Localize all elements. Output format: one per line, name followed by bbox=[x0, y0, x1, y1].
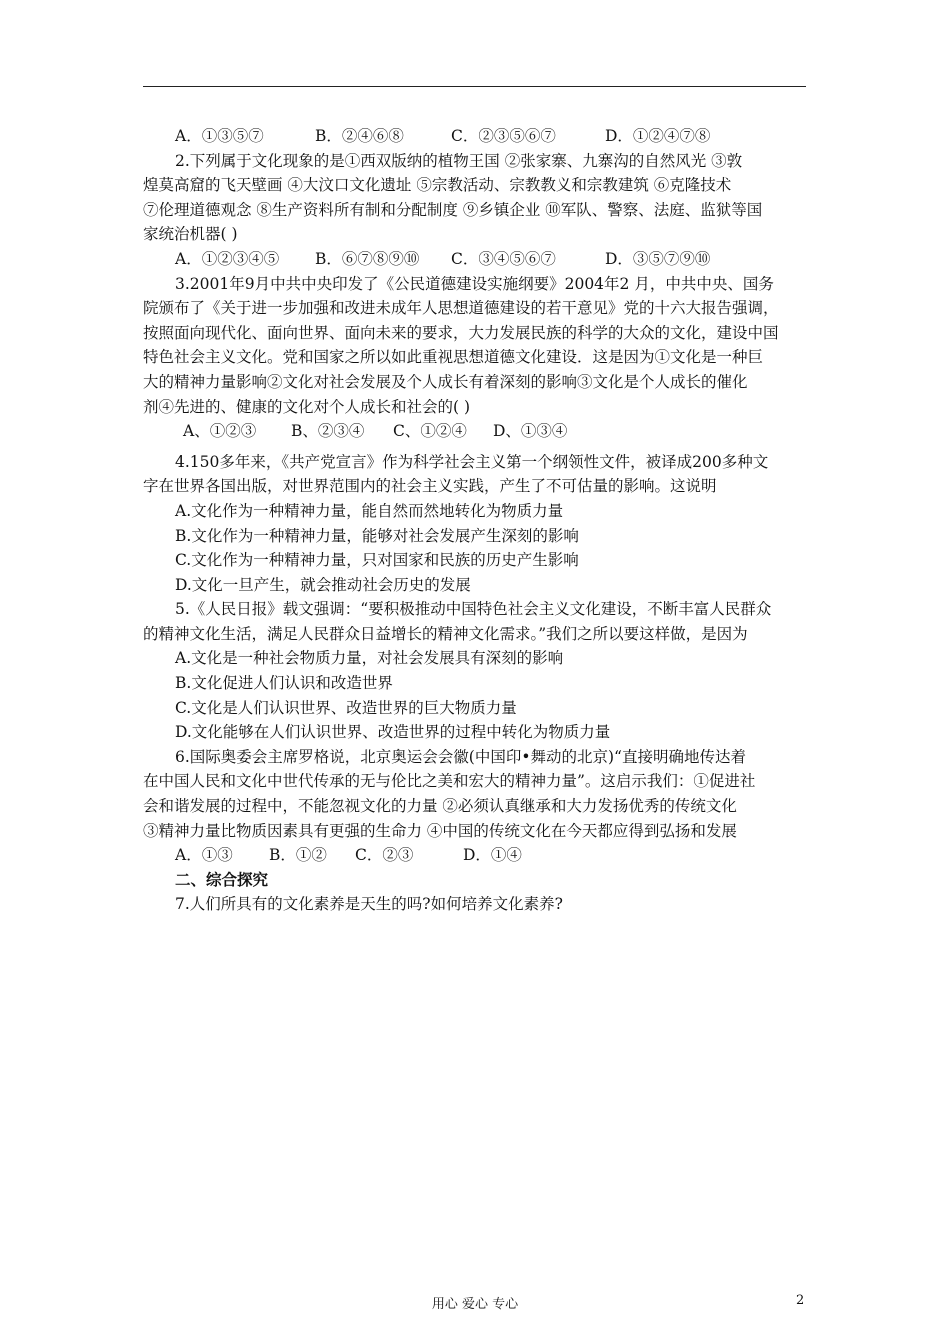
option-a: A、①②③ bbox=[183, 422, 257, 441]
q5-option-d: D.文化能够在人们认识世界、改造世界的过程中转化为物质力量 bbox=[175, 723, 611, 742]
q4-option-d: D.文化一旦产生，就会推动社会历史的发展 bbox=[175, 575, 471, 594]
q4-line-1: 4.150多年来，《共产党宣言》作为科学社会主义第一个纲领性文件，被译成200多种文 bbox=[175, 452, 769, 471]
q1-options bbox=[143, 124, 813, 149]
q6-options bbox=[143, 843, 813, 868]
q6-line-2: 在中国人民和文化中世代传承的无与伦比之美和宏大的精神力量”。这启示我们：①促进社 bbox=[143, 772, 756, 791]
q2-line-4: 家统治机器( ) bbox=[143, 225, 238, 244]
q3-line-6: 剂④先进的、健康的文化对个人成长和社会的( ) bbox=[143, 397, 471, 416]
q5-line-2: 的精神文化生活，满足人民群众日益增长的精神文化需求。”我们之所以要这样做，是因为 bbox=[143, 624, 748, 643]
q4-option-b: B.文化作为一种精神力量，能够对社会发展产生深刻的影响 bbox=[175, 526, 579, 545]
document-body bbox=[143, 124, 813, 917]
option-d: D、①③④ bbox=[493, 422, 568, 441]
q2-line-2: 煌莫高窟的飞天壁画 ④大汶口文化遗址 ⑤宗教活动、宗教教义和宗教建筑 ⑥克隆技术 bbox=[143, 176, 732, 195]
option-b: B．⑥⑦⑧⑨⑩ bbox=[315, 249, 420, 268]
q4-line-2: 字在世界各国出版，对世界范围内的社会主义实践，产生了不可估量的影响。这说明 bbox=[143, 477, 717, 496]
q5-option-b: B.文化促进人们认识和改造世界 bbox=[175, 674, 393, 693]
q3-line-2: 院颁布了《关于进一步加强和改进未成年人思想道德建设的若干意见》党的十六大报告强调， bbox=[143, 299, 779, 318]
q2-line-3: ⑦伦理道德观念 ⑧生产资料所有制和分配制度 ⑨乡镇企业 ⑩军队、警察、法庭、监狱等国 bbox=[143, 200, 763, 219]
option-b: B．①② bbox=[269, 846, 327, 865]
option-a: A．①③⑤⑦ bbox=[175, 127, 264, 145]
option-d: D．①②④⑦⑧ bbox=[605, 127, 711, 145]
q5-option-a: A.文化是一种社会物质力量，对社会发展具有深刻的影响 bbox=[175, 649, 564, 668]
q3-line-1: 3.2001年9月中共中央印发了《公民道德建设实施纲要》2004年2 月，中共中央、国务 bbox=[175, 274, 774, 293]
option-c: C．②③⑤⑥⑦ bbox=[451, 127, 556, 145]
q7-line: 7.人们所具有的文化素养是天生的吗?如何培养文化素养? bbox=[175, 895, 563, 914]
q6-line-4: ③精神力量比物质因素具有更强的生命力 ④中国的传统文化在今天都应得到弘扬和发展 bbox=[143, 821, 737, 840]
q4-option-a: A.文化作为一种精神力量，能自然而然地转化为物质力量 bbox=[175, 501, 564, 520]
option-a: A．①②③④⑤ bbox=[175, 249, 280, 268]
option-c: C．②③ bbox=[355, 846, 414, 865]
footer-slogan: 用心 爱心 专心 bbox=[431, 1297, 519, 1312]
q5-line-1: 5.《人民日报》载文强调：“要积极推动中国特色社会主义文化建设，不断丰富人民群众 bbox=[175, 600, 772, 619]
q3-line-5: 大的精神力量影响②文化对社会发展及个人成长有着深刻的影响③文化是个人成长的催化 bbox=[143, 372, 748, 391]
q4-option-c: C.文化作为一种精神力量，只对国家和民族的历史产生影响 bbox=[175, 551, 579, 570]
header-rule bbox=[143, 86, 806, 87]
q3-options bbox=[143, 419, 813, 444]
option-a: A．①③ bbox=[175, 846, 233, 865]
option-b: B、②③④ bbox=[291, 422, 365, 441]
option-b: B．②④⑥⑧ bbox=[315, 127, 404, 145]
page-number: 2 bbox=[796, 1293, 805, 1308]
q3-line-4: 特色社会主义文化。党和国家之所以如此重视思想道德文化建设．这是因为①文化是一种巨 bbox=[143, 348, 764, 367]
option-c: C、①②④ bbox=[393, 422, 467, 441]
q6-line-3: 会和谐发展的过程中，不能忽视文化的力量 ②必须认真继承和大力发扬优秀的传统文化 bbox=[143, 797, 737, 816]
q5-option-c: C.文化是人们认识世界、改造世界的巨大物质力量 bbox=[175, 698, 517, 717]
option-d: D．①④ bbox=[463, 846, 522, 865]
q2-options bbox=[143, 247, 813, 272]
q2-line-1: 2.下列属于文化现象的是①西双版纳的植物王国 ②张家寨、九寨沟的自然风光 ③敦 bbox=[175, 151, 743, 170]
option-d: D．③⑤⑦⑨⑩ bbox=[605, 249, 711, 268]
q6-line-1: 6.国际奥委会主席罗格说，北京奥运会会徽(中国印•舞动的北京)“直接明确地传达着 bbox=[175, 747, 746, 766]
option-c: C．③④⑤⑥⑦ bbox=[451, 249, 556, 268]
q3-line-3: 按照面向现代化、面向世界、面向未来的要求，大力发展民族的科学的大众的文化，建设中国 bbox=[143, 323, 779, 342]
section-heading: 二、综合探究 bbox=[175, 869, 269, 889]
